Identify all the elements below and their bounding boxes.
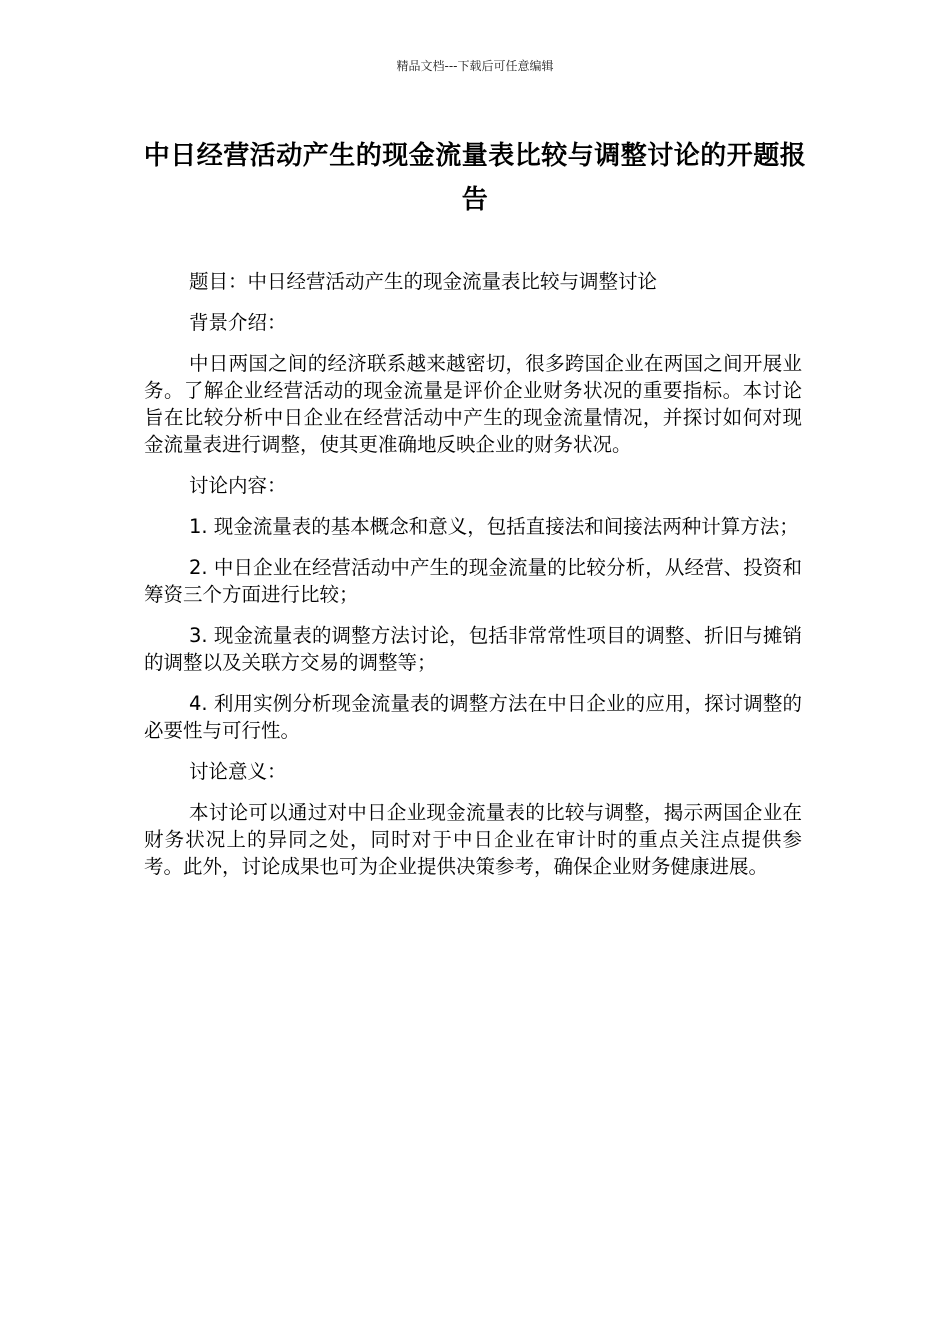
paragraph-background-heading: 背景介绍： bbox=[189, 311, 287, 334]
document-title: 中日经营活动产生的现金流量表比较与调整讨论的开题报告 bbox=[143, 141, 807, 215]
paragraph-topic: 题目：中日经营活动产生的现金流量表比较与调整讨论 bbox=[189, 270, 658, 293]
paragraph-content-heading: 讨论内容： bbox=[189, 474, 287, 497]
paragraph-background: 中日两国之间的经济联系越来越密切，很多跨国企业在两国之间开展业务。了解企业经营活动的现金流量是评价企业财务状况的重要指标。本讨论旨在比较分析中日企业在经营活动中产生的现金流量情况，并探讨如何对现金流量表进行调整，使其更准确地反映企业的财务状况。 bbox=[144, 352, 802, 456]
paragraph-significance-heading: 讨论意义： bbox=[189, 760, 287, 783]
document-body bbox=[144, 268, 802, 894]
paragraph-item-3: 3. 现金流量表的调整方法讨论，包括非常常性项目的调整、折旧与摊销的调整以及关联方交易的调整等； bbox=[144, 624, 802, 674]
paragraph-item-2: 2. 中日企业在经营活动中产生的现金流量的比较分析，从经营、投资和筹资三个方面进行比较； bbox=[144, 556, 802, 606]
header-note: 精品文档---下载后可任意编辑 bbox=[396, 59, 554, 73]
paragraph-item-1: 1. 现金流量表的基本概念和意义，包括直接法和间接法两种计算方法； bbox=[189, 515, 799, 538]
paragraph-significance: 本讨论可以通过对中日企业现金流量表的比较与调整，揭示两国企业在财务状况上的异同之处，同时对于中日企业在审计时的重点关注点提供参考。此外，讨论成果也可为企业提供决策参考，确保企业财务健康进展。 bbox=[144, 801, 802, 878]
paragraph-item-4: 4. 利用实例分析现金流量表的调整方法在中日企业的应用，探讨调整的必要性与可行性。 bbox=[144, 692, 802, 742]
